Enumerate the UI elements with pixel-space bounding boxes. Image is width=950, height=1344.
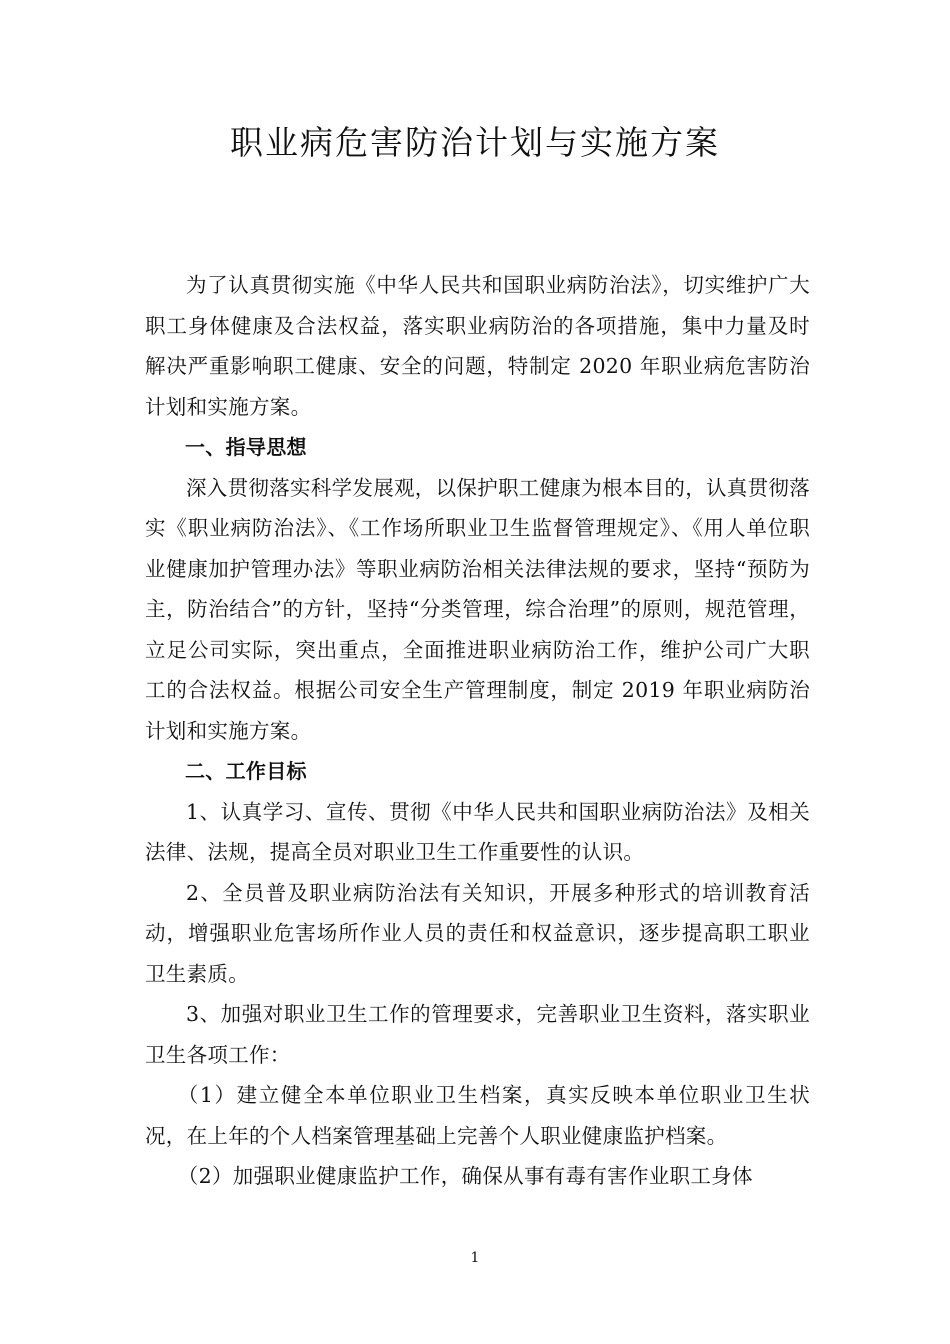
page-number: 1 <box>470 1250 480 1266</box>
goal-subitem-2: （2）加强职业健康监护工作，确保从事有毒有害作业职工身体 <box>177 1164 753 1188</box>
document-title: 职业病危害防治计划与实施方案 <box>230 123 720 162</box>
section-heading-guiding-thought: 一、指导思想 <box>185 435 307 459</box>
goal-item-1: 1、认真学习、宣传、贯彻《中华人民共和国职业病防治法》及相关法律、法规，提高全员对职业卫生工作重要性的认识。 <box>145 799 810 864</box>
intro-paragraph: 为了认真贯彻实施《中华人民共和国职业病防治法》，切实维护广大职工身体健康及合法权益，落实职业病防治的各项措施，集中力量及时解决严重影响职工健康、安全的问题，特制定 2020 年职业病危害防治计划和实施方案。 <box>145 273 810 419</box>
goal-item-2: 2、全员普及职业病防治法有关知识，开展多种形式的培训教育活动，增强职业危害场所作业人员的责任和权益意识，逐步提高职工职业卫生素质。 <box>145 880 810 986</box>
guiding-thought-paragraph: 深入贯彻落实科学发展观，以保护职工健康为根本目的，认真贯彻落实《职业病防治法》、《工作场所职业卫生监督管理规定》、《用人单位职业健康加护管理办法》等职业病防治相关法律法规的要求，坚持“预防为主，防治结合”的方针，坚持“分类管理，综合治理”的原则，规范管理，立足公司实际，突出重点，全面推进职业病防治工作，维护公司广大职工的合法权益。根据公司安全生产管理制度，制定 2019 年职业病防治计划和实施方案。 <box>145 475 810 743</box>
section-heading-work-goals: 二、工作目标 <box>185 759 307 783</box>
document-body <box>145 265 810 1197</box>
goal-item-3: 3、加强对职业卫生工作的管理要求，完善职业卫生资料，落实职业卫生各项工作： <box>145 1002 810 1067</box>
goal-subitem-1: （1）建立健全本单位职业卫生档案，真实反映本单位职业卫生状况，在上年的个人档案管理基础上完善个人职业健康监护档案。 <box>145 1083 810 1148</box>
